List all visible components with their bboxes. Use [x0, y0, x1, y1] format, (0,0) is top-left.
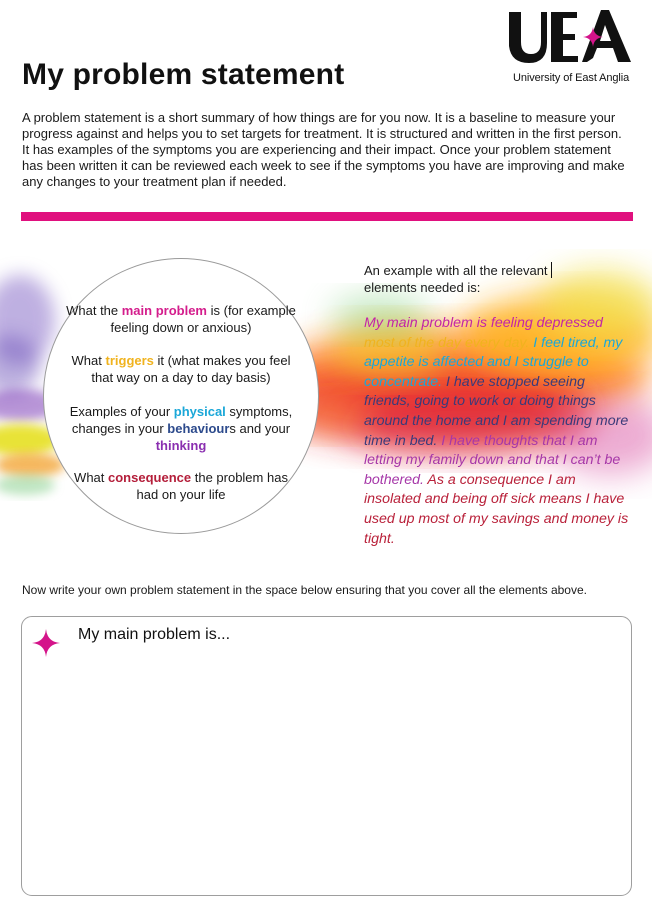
- problem-statement-input-box[interactable]: [21, 616, 632, 896]
- uea-logo-mark: [505, 6, 633, 68]
- page-title: My problem statement: [22, 58, 345, 91]
- uea-logo: [505, 6, 633, 86]
- intro-paragraph: A problem statement is a short summary of how things are for you now. It is a baseline to measure your progress against and helps you to set targets for treatment. It is structured and written in the first person. It has examples of the symptoms you are experiencing and their impact. Once your problem statement has been written it can be reviewed each week to see if the symptoms you have are improving and make any changes to your treatment plan if needed.: [22, 110, 625, 189]
- logo-subtitle: University of East Anglia: [513, 72, 630, 84]
- text-cursor: [551, 262, 552, 278]
- circle-item-symptoms: Examples of your physical symptoms, changes in your behaviours and your thinking: [69, 404, 293, 453]
- example-intro: An example with all the relevant elements needed is:: [364, 263, 548, 295]
- example-statement: My main problem is feeling depressed most of the day every day. I feel tired, my appetite is affected and I struggle to concentrate. I have stopped seeing friends, going to work or doing things around the home and I am spending more time in bed. I have thoughts that I am letting my family down and that I can’t be bothered. As a consequence I am insolated and being off sick means I have used up most of my savings and money is tight.: [364, 315, 629, 547]
- write-prompt: Now write your own problem statement in the space below ensuring that you cover all the elements above.: [22, 583, 587, 597]
- input-box-label: My main problem is...: [78, 626, 231, 643]
- circle-item-main-problem: What the main problem is (for example feeling down or anxious): [66, 303, 296, 335]
- circle-item-triggers: What triggers it (what makes you feel that way on a day to day basis): [71, 353, 291, 385]
- divider-bar: [21, 212, 633, 221]
- circle-item-consequence: What consequence the problem has had on your life: [74, 470, 288, 502]
- sparkle-star-icon: [31, 628, 61, 658]
